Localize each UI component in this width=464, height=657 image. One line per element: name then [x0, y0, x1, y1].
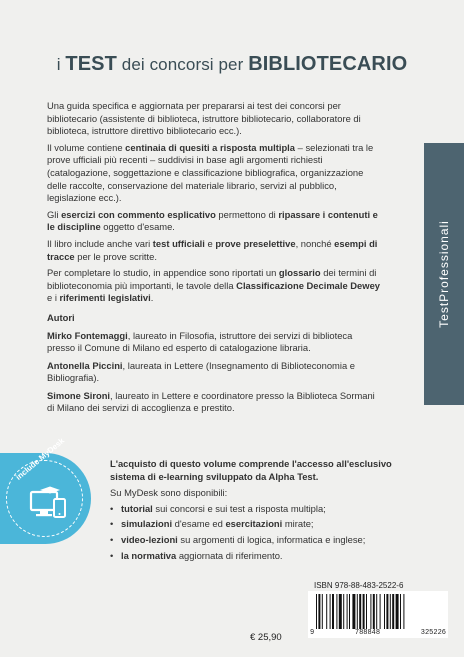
list-item: • simulazioni d'esame ed esercitazioni mirate; [110, 518, 314, 530]
authors-heading: Autori [47, 311, 75, 323]
badge-label: include MyDesk [14, 436, 67, 482]
barcode-bar [386, 594, 388, 630]
title-middle: dei concorsi per [121, 55, 244, 74]
title-role: BIBLIOTECARIO [248, 53, 408, 75]
author-item: Antonella Piccini, laureata in Lettere (Insegnamento di Biblioteconomia e Bibliografia). [47, 359, 355, 384]
author-item: Simone Sironi, laureato in Lettere e coordinatore presso la Biblioteca Sormani di Milano dei servizi di accoglienza e prestito. [47, 389, 375, 414]
mydesk-badge [0, 436, 91, 544]
barcode-bar [339, 594, 342, 630]
barcode-bar [318, 594, 320, 630]
barcode-bar [357, 594, 358, 630]
intro-paragraph-4: Il libro include anche vari test ufficiali e prove preselettive, nonché esempi di tracce per le prove scritte. [47, 237, 378, 262]
barcode-bar [349, 594, 350, 630]
description [47, 100, 382, 420]
barcode-bar [390, 594, 391, 630]
intro-paragraph-5: Per completare lo studio, in appendice sono riportati un glossario dei termini di biblioteconomia più importanti, le tavole della Classificazione Decimale Dewey e i riferimenti legislativi. [47, 267, 380, 304]
series-band [424, 143, 464, 405]
barcode-bar [352, 594, 355, 630]
barcode-bar [370, 594, 371, 630]
series-label: TestProfessionali [437, 220, 451, 328]
authors-list [47, 330, 382, 416]
isbn-text: ISBN 978-88-483-2522-6 [314, 581, 404, 590]
barcode-bar [343, 594, 344, 630]
barcode [308, 591, 448, 631]
barcode-digits: 9 788848 325226 [308, 629, 448, 638]
page-title [0, 53, 464, 76]
barcode-bar [392, 594, 394, 630]
intro-paragraph-3: Gli esercizi con commento esplicativo permettono di ripassare i contenuti e le discipline oggetto d'esame. [47, 208, 378, 233]
list-item: • video-lezioni su argomenti di logica, informatica e inglese; [110, 533, 366, 545]
barcode-bar [336, 594, 337, 630]
barcode-bar [403, 594, 404, 630]
intro-paragraph-1: Una guida specifica e aggiornata per prepararsi ai test dei concorsi per bibliotecario (assistente di biblioteca, istruttore bibliotecario, collaboratore di biblioteca, istruttore direttivo bibliotecario ecc.). [47, 100, 361, 137]
barcode-bar [376, 594, 377, 630]
mydesk-info [110, 458, 410, 565]
list-item: • tutorial sui concorsi e sui test a risposta multipla; [110, 502, 326, 514]
devices-icon [28, 486, 68, 520]
barcode-bar [347, 594, 348, 630]
mydesk-lead: L'acquisto di questo volume comprende l'accesso all'esclusivo sistema di e-learning sviluppato da Alpha Test. [110, 458, 392, 482]
barcode-bar [332, 594, 334, 630]
price: € 25,90 [250, 632, 282, 643]
author-item: Mirko Fontemaggi, laureato in Filosofia, istruttore dei servizi di biblioteca presso il Comune di Milano ed esperto di catalogazione libraria. [47, 329, 353, 354]
barcode-bar [326, 594, 327, 630]
list-item: • la normativa aggiornata di riferimento. [110, 549, 283, 561]
barcode-bar [380, 594, 381, 630]
mydesk-subtitle: Su MyDesk sono disponibili: [110, 487, 228, 499]
barcode-bar [363, 594, 365, 630]
barcode-bar [322, 594, 323, 630]
barcode-bar [373, 594, 375, 630]
barcode-bar [359, 594, 361, 630]
barcode-bar [384, 594, 385, 630]
title-prefix: i [56, 55, 61, 74]
barcode-bar [330, 594, 331, 630]
intro-paragraph-2: Il volume contiene centinaia di quesiti a risposta multipla – selezionati tra le prove ufficiali più recenti – suddivisi in base agli argomenti richiesti (catalogazione, soggettazione e classificazione bibliografica, organizzazione delle raccolte, conservazione del materiale librario, servizi al pubblico, legislazione ecc.). [47, 141, 374, 204]
barcode-bar [396, 594, 399, 630]
barcode-bar [366, 594, 367, 630]
barcode-bar [316, 594, 317, 630]
barcode-bar [400, 594, 401, 630]
title-test: TEST [65, 53, 117, 75]
mydesk-features [110, 503, 410, 562]
